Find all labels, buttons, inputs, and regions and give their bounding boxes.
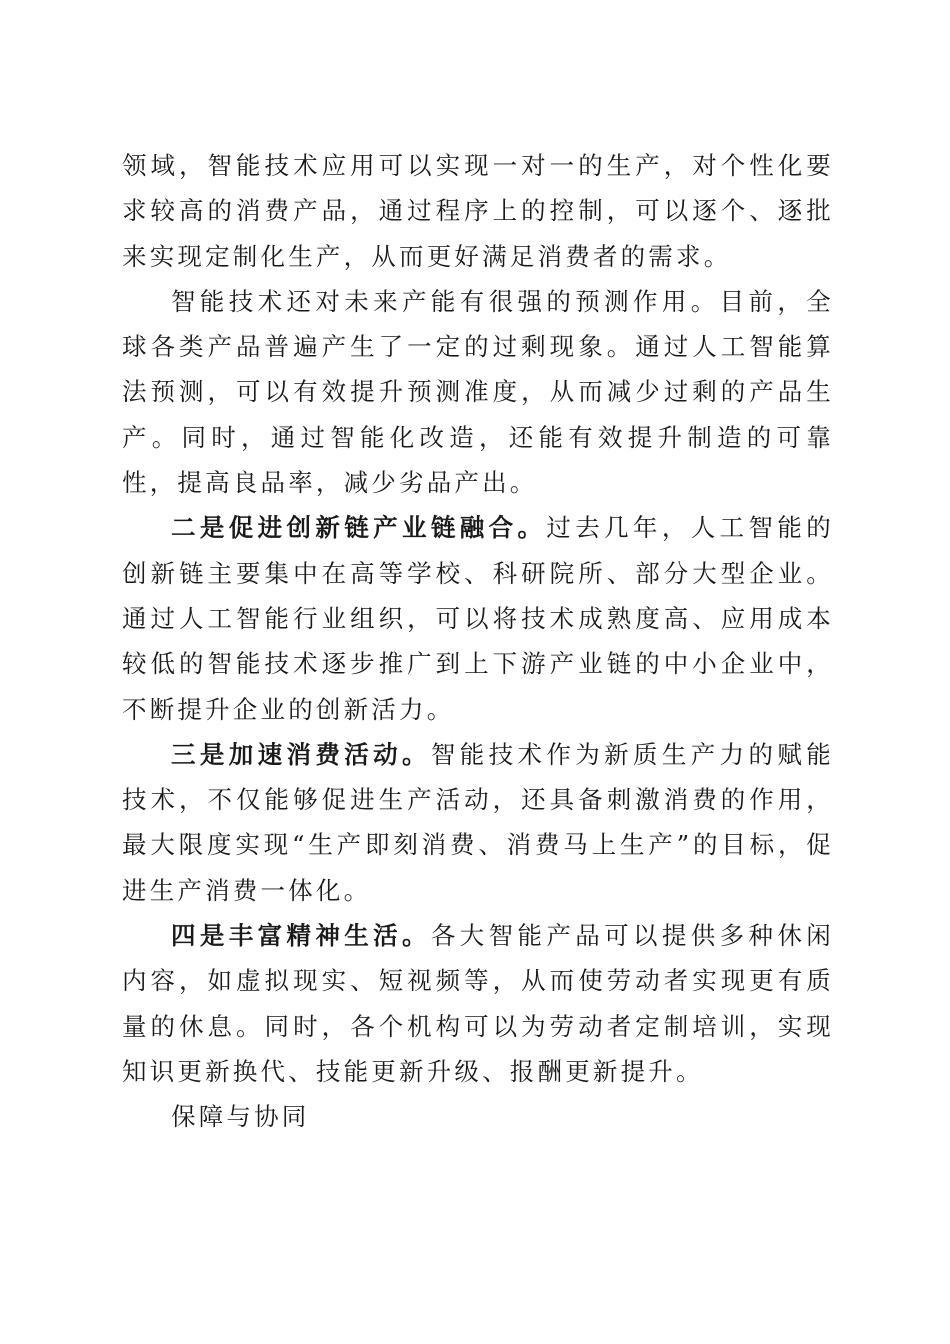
paragraph-text: 智能技术作为新质生产力的赋能技术，不仅能够促进生产活动，还具备刺激消费的作用，最大限度实现“生产即刻消费、消费马上生产”的目标，促进生产消费一体化。 bbox=[122, 739, 834, 905]
paragraph-text: 过去几年，人工智能的创新链主要集中在高等学校、科研院所、部分大型企业。通过人工智能行业组织，可以将技术成熟度高、应用成本较低的智能技术逐步推广到上下游产业链的中小企业中，不断提升企业的创新活力。 bbox=[122, 513, 834, 724]
paragraph-text: 领域，智能技术应用可以实现一对一的生产，对个性化要求较高的消费产品，通过程序上的控制，可以逐个、逐批来实现定制化生产，从而更好满足消费者的需求。 bbox=[122, 151, 834, 271]
section-heading: 保障与协同 bbox=[171, 1102, 310, 1132]
paragraph-personalized-production bbox=[122, 143, 834, 279]
paragraph-lead: 三是加速消费活动。 bbox=[171, 739, 431, 769]
paragraph-lead: 二是促进创新链产业链融合。 bbox=[171, 513, 547, 543]
paragraph-text: 智能技术还对未来产能有很强的预测作用。目前，全球各类产品普遍产生了一定的过剩现象。通过人工智能算法预测，可以有效提升预测准度，从而减少过剩的产品生产。同时，通过智能化改造，还能有效提升制造的可靠性，提高良品率，减少劣品产出。 bbox=[122, 286, 834, 498]
paragraph-text: 各大智能产品可以提供多种休闲内容，如虚拟现实、短视频等，从而使劳动者实现更有质量的休息。同时，各个机构可以为劳动者定制培训，实现知识更新换代、技能更新升级、报酬更新提升。 bbox=[122, 921, 834, 1086]
paragraph-spiritual-life bbox=[122, 913, 834, 1094]
paragraph-consumption bbox=[122, 732, 834, 913]
paragraph-innovation-chain bbox=[122, 505, 834, 731]
paragraph-capacity-prediction bbox=[122, 279, 834, 505]
body-text bbox=[122, 143, 834, 1140]
paragraph-lead: 四是丰富精神生活。 bbox=[171, 921, 431, 951]
